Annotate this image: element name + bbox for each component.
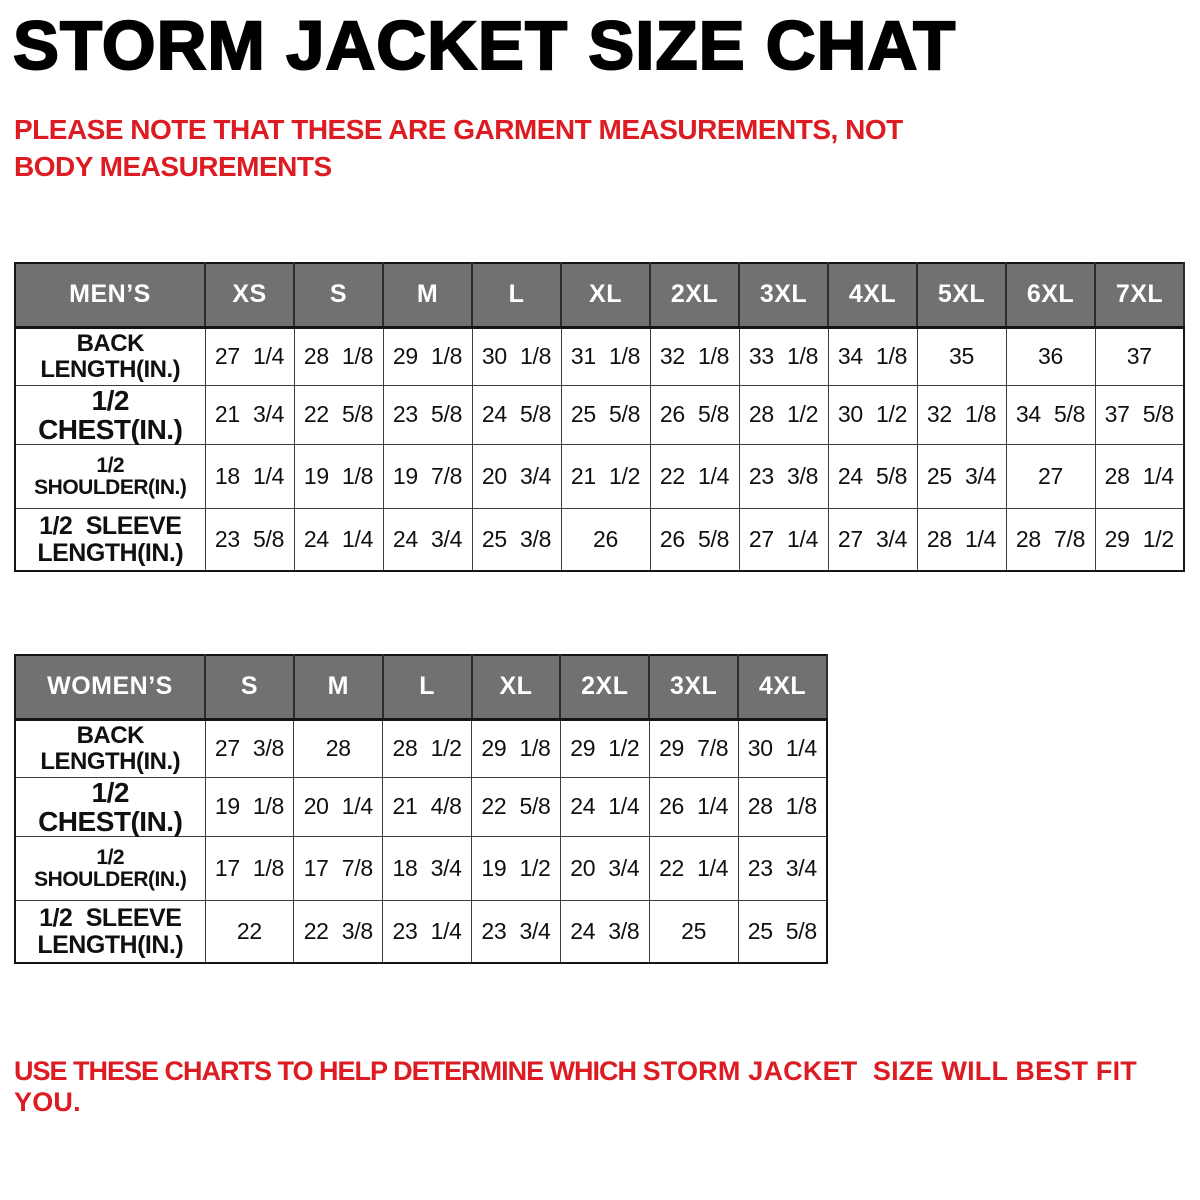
measurement-cell: 27 3/8 [205, 719, 294, 777]
measurement-cell: 28 7/8 [1006, 509, 1095, 571]
measurement-cell: 34 5/8 [1006, 385, 1095, 445]
measurement-cell: 28 1/2 [739, 385, 828, 445]
size-col-2xl: 2XL [560, 655, 649, 719]
size-col-xs: XS [205, 263, 294, 327]
measurement-cell: 37 5/8 [1095, 385, 1184, 445]
measurement-cell: 17 7/8 [294, 837, 383, 901]
row-label [15, 509, 205, 571]
measurement-cell: 22 3/8 [294, 901, 383, 963]
measurement-cell: 33 1/8 [739, 327, 828, 385]
measurement-cell: 30 1/8 [472, 327, 561, 385]
measurement-cell: 23 5/8 [383, 385, 472, 445]
measurement-cell: 19 1/2 [472, 837, 561, 901]
row-label [15, 837, 205, 901]
measurement-cell: 28 1/8 [294, 327, 383, 385]
measurement-cell: 28 1/4 [917, 509, 1006, 571]
measurement-cell: 25 3/4 [917, 445, 1006, 509]
measurement-cell: 28 [294, 719, 383, 777]
measurement-cell: 19 1/8 [205, 777, 294, 837]
size-col-xl: XL [472, 655, 561, 719]
measurement-cell: 22 1/4 [650, 445, 739, 509]
measurement-cell: 35 [917, 327, 1006, 385]
mens-header-row [15, 263, 1184, 327]
measurement-cell: 29 7/8 [649, 719, 738, 777]
measurement-cell: 21 3/4 [205, 385, 294, 445]
size-col-7xl: 7XL [1095, 263, 1184, 327]
row-label-line: BACK [76, 330, 144, 358]
measurement-cell: 22 5/8 [294, 385, 383, 445]
size-col-3xl: 3XL [649, 655, 738, 719]
mens-row-1 [15, 385, 1184, 445]
size-col-6xl: 6XL [1006, 263, 1095, 327]
measurement-cell: 30 1/4 [738, 719, 827, 777]
measurement-cell: 23 3/4 [738, 837, 827, 901]
womens-row-1 [15, 777, 827, 837]
measurement-cell: 23 3/8 [739, 445, 828, 509]
measurement-cell: 21 1/2 [561, 445, 650, 509]
measurement-cell: 27 [1006, 445, 1095, 509]
measurement-cell: 28 1/8 [738, 777, 827, 837]
measurement-cell: 24 3/8 [560, 901, 649, 963]
measurement-cell: 26 5/8 [650, 509, 739, 571]
row-label-line: LENGTH(IN.) [37, 930, 184, 959]
footer-note [14, 1056, 1200, 1118]
size-col-3xl: 3XL [739, 263, 828, 327]
row-label [15, 901, 205, 963]
size-col-l: L [472, 263, 561, 327]
measurement-cell: 17 1/8 [205, 837, 294, 901]
womens-row-3 [15, 901, 827, 963]
size-col-xl: XL [561, 263, 650, 327]
size-col-4xl: 4XL [828, 263, 917, 327]
row-label-line: 1/2 CHEST(IN.) [38, 384, 183, 445]
measurement-cell: 30 1/2 [828, 385, 917, 445]
row-label-line: 1/2 SLEEVE [39, 512, 182, 541]
measurement-cell: 29 1/2 [560, 719, 649, 777]
measurement-cell: 25 3/8 [472, 509, 561, 571]
measurement-cell: 26 [561, 509, 650, 571]
measurement-cell: 31 1/8 [561, 327, 650, 385]
footer-emphasis-text: STORM JACKET SIZE WILL BEST FIT YOU. [14, 1056, 1145, 1117]
measurement-cell: 36 [1006, 327, 1095, 385]
measurement-cell: 29 1/2 [1095, 509, 1184, 571]
measurement-cell: 24 3/4 [383, 509, 472, 571]
measurement-cell: 32 1/8 [650, 327, 739, 385]
womens-size-table [14, 654, 828, 964]
row-label-line: BACK [76, 722, 144, 750]
womens-row-2 [15, 837, 827, 901]
size-col-s: S [205, 655, 294, 719]
measurement-cell: 24 1/4 [560, 777, 649, 837]
garment-measurement-note: PLEASE NOTE THAT THESE ARE GARMENT MEASUREMENTS, NOT BODY MEASUREMENTS [14, 114, 903, 182]
mens-row-3 [15, 509, 1184, 571]
size-col-l: L [383, 655, 472, 719]
row-label-line: 1/2 CHEST(IN.) [38, 776, 183, 837]
row-label [15, 719, 205, 777]
measurement-cell: 22 [205, 901, 294, 963]
womens-table-title: WOMEN’S [15, 655, 205, 719]
measurement-cell: 26 1/4 [649, 777, 738, 837]
row-label [15, 445, 205, 509]
measurement-cell: 22 1/4 [649, 837, 738, 901]
footer-lead-text: USE THESE CHARTS TO HELP DETERMINE WHICH [14, 1056, 643, 1086]
measurement-cell: 19 1/8 [294, 445, 383, 509]
measurement-cell: 32 1/8 [917, 385, 1006, 445]
measurement-cell: 29 1/8 [472, 719, 561, 777]
measurement-cell: 25 5/8 [738, 901, 827, 963]
mens-row-0 [15, 327, 1184, 385]
measurement-cell: 25 [649, 901, 738, 963]
size-col-m: M [383, 263, 472, 327]
row-label [15, 385, 205, 445]
size-col-5xl: 5XL [917, 263, 1006, 327]
measurement-cell: 25 5/8 [561, 385, 650, 445]
measurement-cell: 24 5/8 [472, 385, 561, 445]
measurement-cell: 19 7/8 [383, 445, 472, 509]
measurement-cell: 23 1/4 [383, 901, 472, 963]
measurement-cell: 28 1/2 [383, 719, 472, 777]
measurement-cell: 37 [1095, 327, 1184, 385]
measurement-cell: 24 1/4 [294, 509, 383, 571]
womens-header-row [15, 655, 827, 719]
page-title: STORM JACKET SIZE CHAT [13, 7, 957, 84]
mens-table-title: MEN’S [15, 263, 205, 327]
measurement-cell: 22 5/8 [472, 777, 561, 837]
measurement-cell: 18 1/4 [205, 445, 294, 509]
measurement-cell: 27 3/4 [828, 509, 917, 571]
mens-size-table [14, 262, 1185, 572]
row-label-line: 1/2 SHOULDER(IN.) [34, 453, 187, 499]
row-label [15, 327, 205, 385]
row-label-line: LENGTH(IN.) [40, 355, 181, 383]
measurement-cell: 27 1/4 [739, 509, 828, 571]
measurement-cell: 21 4/8 [383, 777, 472, 837]
measurement-cell: 20 1/4 [294, 777, 383, 837]
size-col-s: S [294, 263, 383, 327]
measurement-cell: 23 5/8 [205, 509, 294, 571]
mens-row-2 [15, 445, 1184, 509]
measurement-cell: 24 5/8 [828, 445, 917, 509]
size-col-4xl: 4XL [738, 655, 827, 719]
size-col-2xl: 2XL [650, 263, 739, 327]
measurement-cell: 29 1/8 [383, 327, 472, 385]
row-label-line: LENGTH(IN.) [40, 747, 181, 775]
measurement-cell: 18 3/4 [383, 837, 472, 901]
size-col-m: M [294, 655, 383, 719]
measurement-cell: 27 1/4 [205, 327, 294, 385]
row-label-line: 1/2 SLEEVE [39, 904, 182, 933]
row-label-line: 1/2 SHOULDER(IN.) [34, 845, 187, 891]
row-label-line: LENGTH(IN.) [37, 538, 184, 567]
measurement-cell: 20 3/4 [472, 445, 561, 509]
measurement-cell: 20 3/4 [560, 837, 649, 901]
measurement-cell: 34 1/8 [828, 327, 917, 385]
measurement-cell: 28 1/4 [1095, 445, 1184, 509]
measurement-cell: 23 3/4 [472, 901, 561, 963]
row-label [15, 777, 205, 837]
womens-row-0 [15, 719, 827, 777]
measurement-cell: 26 5/8 [650, 385, 739, 445]
